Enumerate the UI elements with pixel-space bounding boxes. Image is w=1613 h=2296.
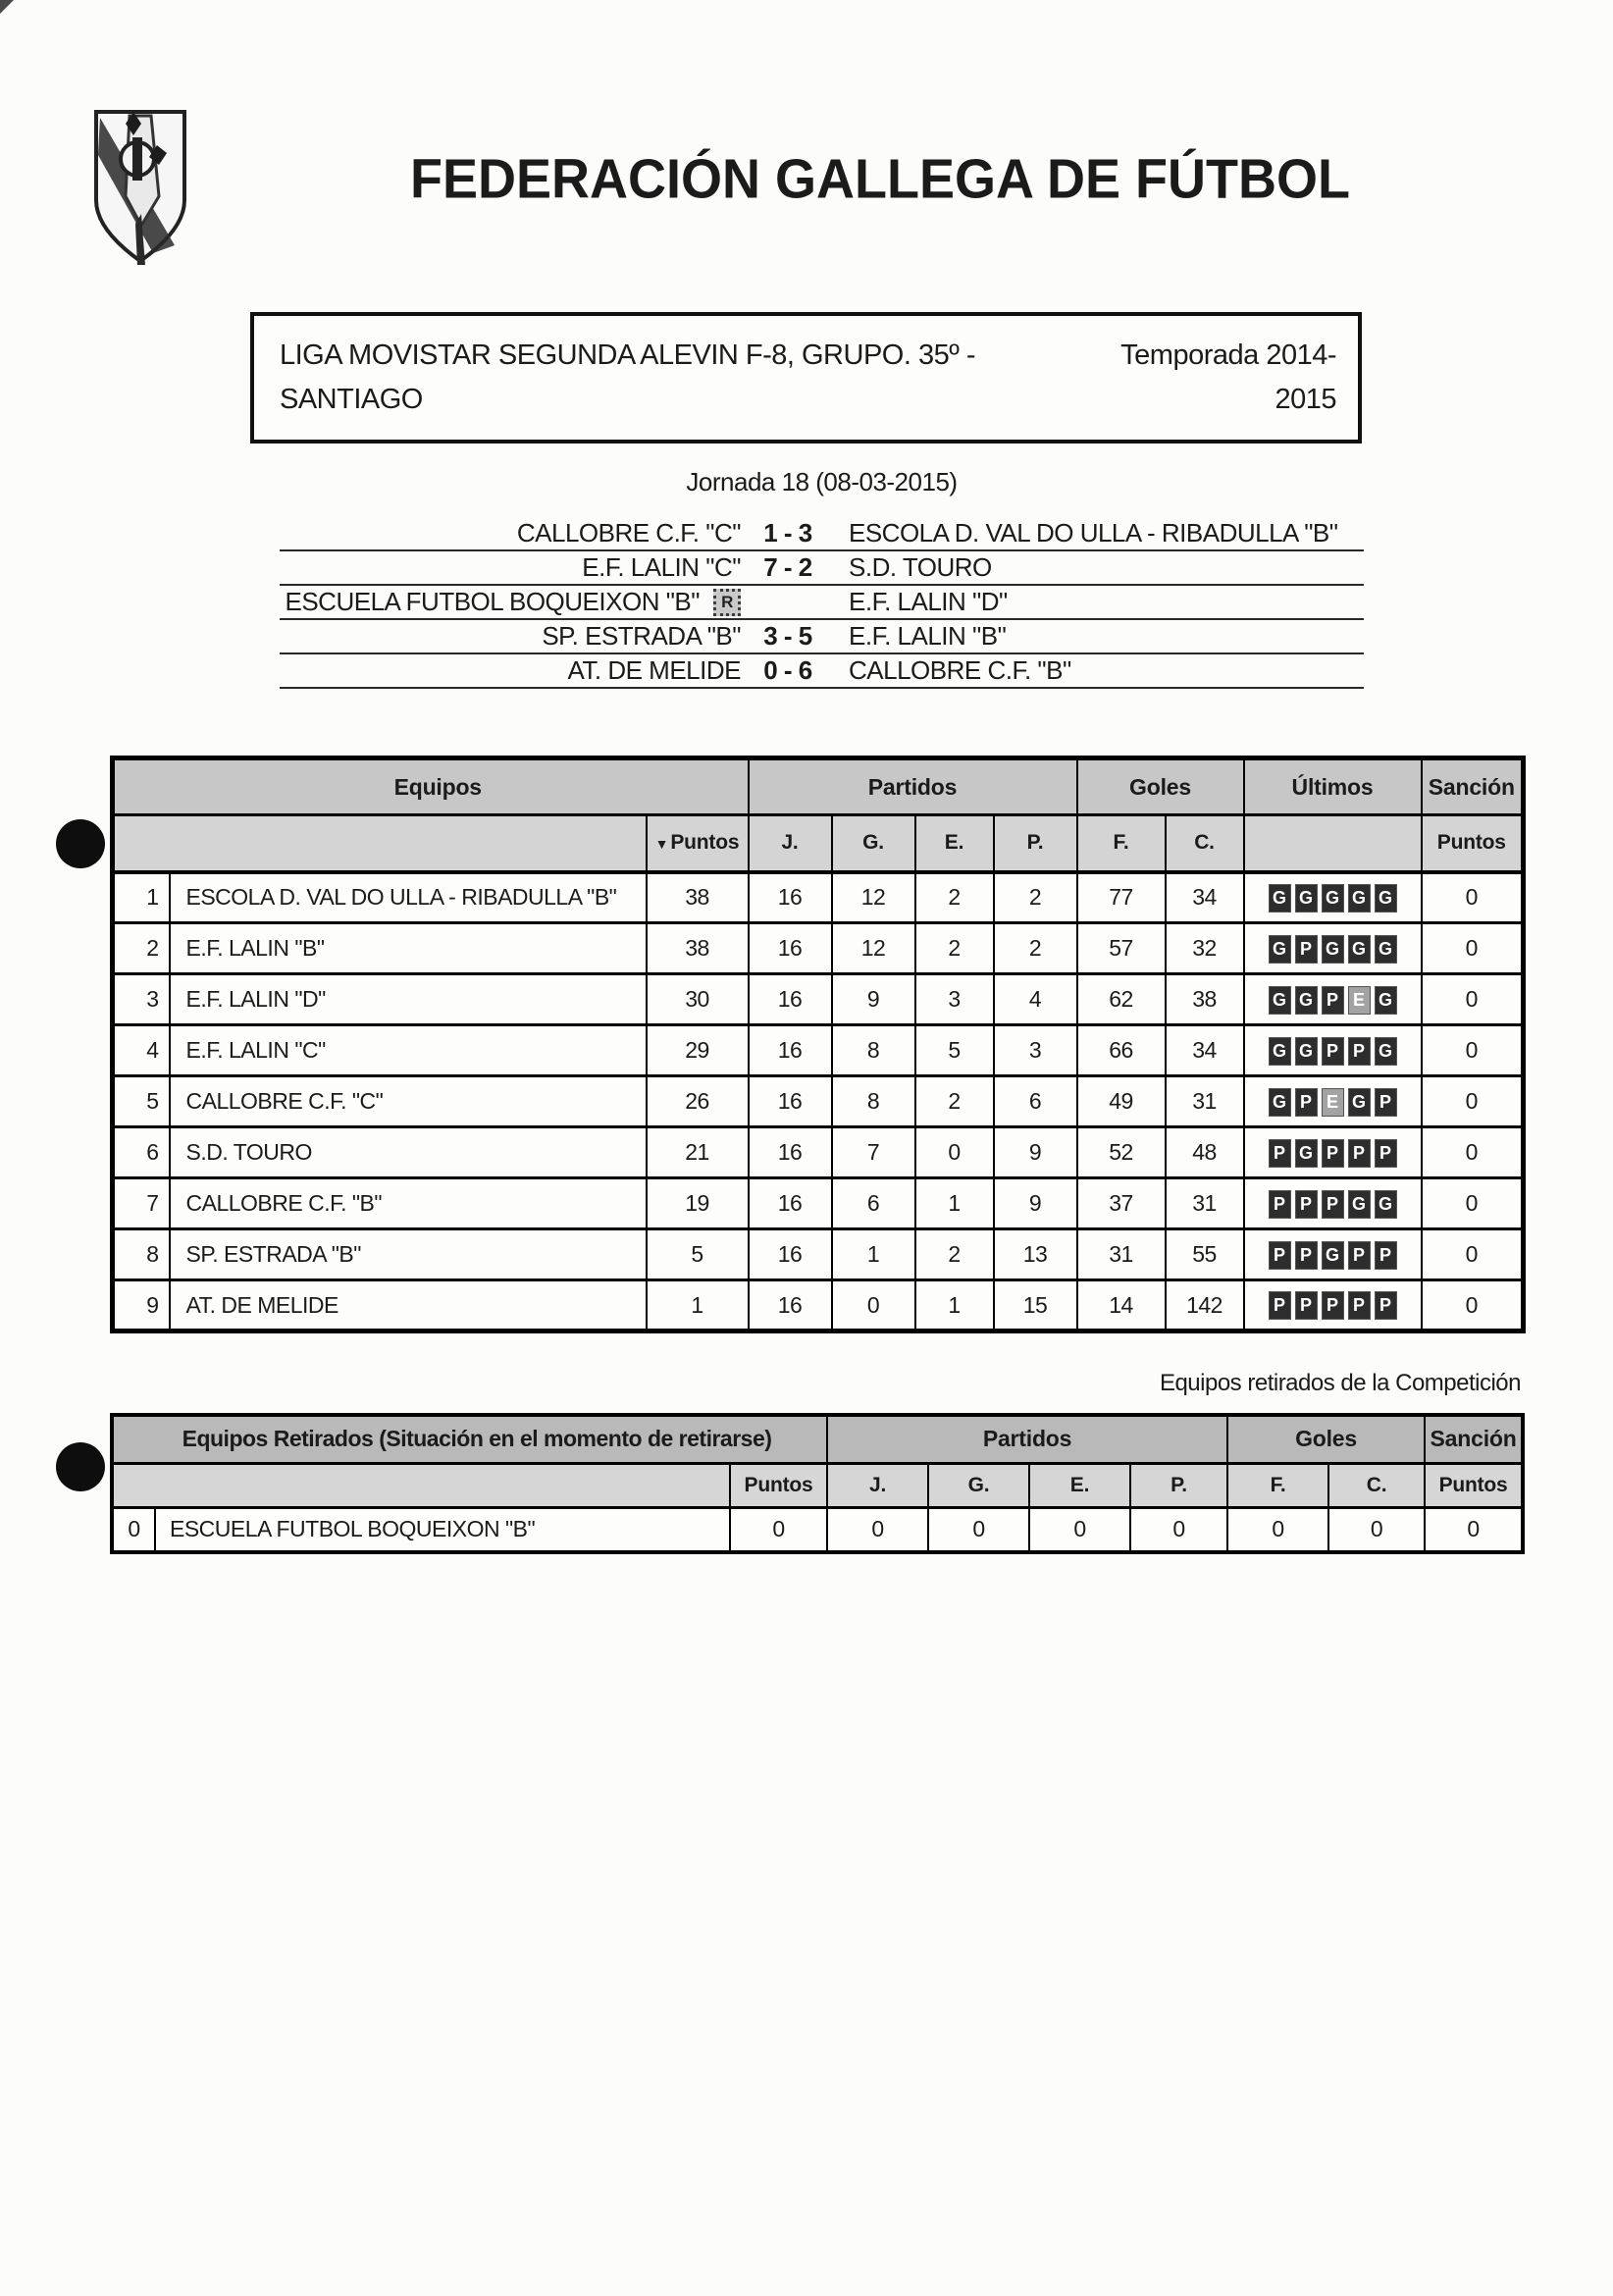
cell-f: 62 bbox=[1077, 974, 1166, 1025]
result-chip-g: G bbox=[1375, 884, 1397, 913]
cell-p: 2 bbox=[994, 923, 1077, 974]
match-row bbox=[280, 620, 1364, 654]
jornada-title: Jornada 18 (08-03-2015) bbox=[686, 467, 958, 496]
result-chip-g: G bbox=[1295, 1139, 1318, 1168]
result-chip-g: G bbox=[1348, 1088, 1371, 1117]
hole-punch bbox=[56, 1442, 105, 1491]
result-chip-g: G bbox=[1269, 1037, 1291, 1066]
table-row bbox=[113, 1280, 1524, 1331]
match-score: 0 - 6 bbox=[763, 655, 812, 685]
cell-p: 0 bbox=[1130, 1507, 1227, 1552]
table-row bbox=[113, 1229, 1524, 1280]
cell-puntos: 38 bbox=[647, 923, 749, 974]
result-chip-p: P bbox=[1295, 1190, 1318, 1219]
table-row bbox=[112, 1507, 1523, 1552]
cell-g: 7 bbox=[832, 1127, 915, 1178]
cell-puntos: 38 bbox=[647, 872, 749, 923]
cell-f: 0 bbox=[1227, 1507, 1328, 1552]
cell-position: 9 bbox=[113, 1280, 170, 1331]
cell-g: 0 bbox=[928, 1507, 1029, 1552]
cell-f: 77 bbox=[1077, 872, 1166, 923]
col-header-favor: F. bbox=[1227, 1463, 1328, 1507]
result-chip-p: P bbox=[1295, 935, 1318, 964]
cell-e: 2 bbox=[915, 923, 994, 974]
result-chip-g: G bbox=[1269, 884, 1291, 913]
col-header-favor: F. bbox=[1077, 815, 1166, 872]
cell-j: 16 bbox=[749, 1280, 832, 1331]
cell-puntos: 0 bbox=[730, 1507, 827, 1552]
cell-p: 6 bbox=[994, 1076, 1077, 1127]
cell-sancion: 0 bbox=[1422, 1280, 1524, 1331]
col-header-empty bbox=[112, 1463, 730, 1507]
result-chip-p: P bbox=[1269, 1190, 1291, 1219]
result-chip-p: P bbox=[1269, 1291, 1291, 1320]
result-chip-e: E bbox=[1348, 986, 1371, 1015]
cell-ultimos bbox=[1244, 1178, 1422, 1229]
cell-sancion: 0 bbox=[1422, 1025, 1524, 1076]
col-header-ultimos-empty bbox=[1244, 815, 1422, 872]
page-title: FEDERACIÓN GALLEGA DE FÚTBOL bbox=[410, 148, 1350, 211]
match-row bbox=[280, 654, 1364, 689]
result-chip-p: P bbox=[1269, 1139, 1291, 1168]
result-chip-g: G bbox=[1375, 1037, 1397, 1066]
cell-e: 2 bbox=[915, 872, 994, 923]
cell-p: 4 bbox=[994, 974, 1077, 1025]
col-group-equipos: Equipos bbox=[113, 758, 749, 815]
cell-j: 16 bbox=[749, 974, 832, 1025]
col-header-empty bbox=[113, 815, 647, 872]
cell-f: 52 bbox=[1077, 1127, 1166, 1178]
cell-sancion: 0 bbox=[1422, 1178, 1524, 1229]
cell-g: 12 bbox=[832, 872, 915, 923]
match-away-team: ESCOLA D. VAL DO ULLA - RIBADULLA "B" bbox=[849, 518, 1338, 548]
cell-e: 2 bbox=[915, 1076, 994, 1127]
col-header-jugados: J. bbox=[827, 1463, 928, 1507]
cell-team-name: E.F. LALIN "C" bbox=[170, 1025, 647, 1076]
result-chip-p: P bbox=[1322, 1037, 1344, 1066]
standings-group-header-row bbox=[113, 758, 1524, 815]
cell-puntos: 30 bbox=[647, 974, 749, 1025]
cell-f: 31 bbox=[1077, 1229, 1166, 1280]
col-group-sancion: Sanción bbox=[1422, 758, 1524, 815]
match-home-team: CALLOBRE C.F. "C" bbox=[516, 518, 741, 548]
cell-e: 1 bbox=[915, 1280, 994, 1331]
retired-result-flag-icon: R bbox=[713, 589, 741, 616]
result-chip-p: P bbox=[1322, 1190, 1344, 1219]
cell-c: 31 bbox=[1166, 1076, 1244, 1127]
cell-c: 55 bbox=[1166, 1229, 1244, 1280]
cell-p: 9 bbox=[994, 1178, 1077, 1229]
cell-c: 0 bbox=[1328, 1507, 1425, 1552]
col-header-contra: C. bbox=[1328, 1463, 1425, 1507]
match-results-list bbox=[280, 517, 1364, 689]
result-chip-g: G bbox=[1322, 884, 1344, 913]
result-chip-p: P bbox=[1348, 1291, 1371, 1320]
cell-team-name: ESCUELA FUTBOL BOQUEIXON "B" bbox=[155, 1507, 730, 1552]
result-chip-p: P bbox=[1295, 1088, 1318, 1117]
cell-j: 16 bbox=[749, 1025, 832, 1076]
match-home-team: E.F. LALIN "C" bbox=[582, 552, 741, 582]
league-name-line2: SANTIAGO bbox=[280, 384, 423, 415]
result-chip-g: G bbox=[1269, 1088, 1291, 1117]
cell-sancion: 0 bbox=[1422, 1076, 1524, 1127]
cell-c: 48 bbox=[1166, 1127, 1244, 1178]
result-chip-p: P bbox=[1322, 1139, 1344, 1168]
match-row bbox=[280, 586, 1364, 620]
col-header-puntos-label: Puntos bbox=[670, 831, 740, 855]
cell-e: 0 bbox=[1029, 1507, 1130, 1552]
cell-sancion: 0 bbox=[1422, 974, 1524, 1025]
cell-p: 13 bbox=[994, 1229, 1077, 1280]
cell-f: 66 bbox=[1077, 1025, 1166, 1076]
cell-position: 7 bbox=[113, 1178, 170, 1229]
match-row bbox=[280, 551, 1364, 586]
match-score: 7 - 2 bbox=[763, 552, 812, 582]
result-chip-p: P bbox=[1322, 1291, 1344, 1320]
result-chip-e: E bbox=[1322, 1088, 1344, 1117]
cell-position: 3 bbox=[113, 974, 170, 1025]
result-chip-g: G bbox=[1348, 884, 1371, 913]
result-chip-g: G bbox=[1295, 884, 1318, 913]
cell-puntos: 5 bbox=[647, 1229, 749, 1280]
season-line2: 2015 bbox=[1275, 384, 1336, 415]
cell-g: 9 bbox=[832, 974, 915, 1025]
result-chip-p: P bbox=[1348, 1037, 1371, 1066]
cell-j: 16 bbox=[749, 923, 832, 974]
cell-c: 142 bbox=[1166, 1280, 1244, 1331]
col-header-empatados: E. bbox=[1029, 1463, 1130, 1507]
cell-p: 2 bbox=[994, 872, 1077, 923]
cell-g: 0 bbox=[832, 1280, 915, 1331]
result-chip-g: G bbox=[1269, 935, 1291, 964]
cell-puntos: 19 bbox=[647, 1178, 749, 1229]
cell-team-name: E.F. LALIN "B" bbox=[170, 923, 647, 974]
match-away-team: E.F. LALIN "D" bbox=[849, 587, 1008, 616]
col-group-sancion: Sanción bbox=[1425, 1415, 1523, 1463]
result-chip-p: P bbox=[1375, 1088, 1397, 1117]
cell-team-name: E.F. LALIN "D" bbox=[170, 974, 647, 1025]
col-header-ganados: G. bbox=[928, 1463, 1029, 1507]
cell-team-name: AT. DE MELIDE bbox=[170, 1280, 647, 1331]
cell-position: 6 bbox=[113, 1127, 170, 1178]
cell-ultimos bbox=[1244, 923, 1422, 974]
cell-f: 14 bbox=[1077, 1280, 1166, 1331]
cell-g: 1 bbox=[832, 1229, 915, 1280]
col-header-empatados: E. bbox=[915, 815, 994, 872]
cell-p: 3 bbox=[994, 1025, 1077, 1076]
table-row bbox=[113, 1025, 1524, 1076]
league-info-box bbox=[250, 312, 1362, 444]
cell-ultimos bbox=[1244, 1280, 1422, 1331]
standings-table bbox=[110, 756, 1526, 1333]
cell-sancion: 0 bbox=[1422, 872, 1524, 923]
cell-e: 2 bbox=[915, 1229, 994, 1280]
league-name bbox=[280, 334, 1025, 422]
league-name-line1: LIGA MOVISTAR SEGUNDA ALEVIN F-8, GRUPO. 35º - bbox=[280, 339, 976, 371]
cell-team-name: ESCOLA D. VAL DO ULLA - RIBADULLA "B" bbox=[170, 872, 647, 923]
match-away-team: S.D. TOURO bbox=[849, 552, 992, 582]
col-group-ultimos: Últimos bbox=[1244, 758, 1422, 815]
result-chip-g: G bbox=[1375, 935, 1397, 964]
cell-e: 3 bbox=[915, 974, 994, 1025]
table-row bbox=[113, 1127, 1524, 1178]
cell-sancion: 0 bbox=[1422, 1229, 1524, 1280]
col-header-contra: C. bbox=[1166, 815, 1244, 872]
cell-j: 16 bbox=[749, 872, 832, 923]
cell-g: 6 bbox=[832, 1178, 915, 1229]
col-header-sancion-puntos: Puntos bbox=[1425, 1463, 1523, 1507]
cell-e: 0 bbox=[915, 1127, 994, 1178]
cell-sancion: 0 bbox=[1425, 1507, 1523, 1552]
cell-ultimos bbox=[1244, 1127, 1422, 1178]
cell-ultimos bbox=[1244, 872, 1422, 923]
match-home-team: SP. ESTRADA "B" bbox=[542, 621, 741, 651]
col-group-partidos: Partidos bbox=[827, 1415, 1227, 1463]
result-chip-g: G bbox=[1269, 986, 1291, 1015]
cell-g: 8 bbox=[832, 1025, 915, 1076]
result-chip-g: G bbox=[1375, 986, 1397, 1015]
result-chip-p: P bbox=[1295, 1291, 1318, 1320]
cell-position: 1 bbox=[113, 872, 170, 923]
cell-j: 0 bbox=[827, 1507, 928, 1552]
cell-c: 31 bbox=[1166, 1178, 1244, 1229]
cell-position: 2 bbox=[113, 923, 170, 974]
col-group-partidos: Partidos bbox=[749, 758, 1077, 815]
cell-j: 16 bbox=[749, 1229, 832, 1280]
cell-f: 57 bbox=[1077, 923, 1166, 974]
result-chip-p: P bbox=[1269, 1241, 1291, 1270]
cell-c: 34 bbox=[1166, 872, 1244, 923]
result-chip-g: G bbox=[1348, 1190, 1371, 1219]
cell-position: 4 bbox=[113, 1025, 170, 1076]
cell-p: 15 bbox=[994, 1280, 1077, 1331]
match-home-team: ESCUELA FUTBOL BOQUEIXON "B" R bbox=[280, 587, 741, 617]
match-home-team: AT. DE MELIDE bbox=[567, 655, 741, 685]
col-header-sancion-puntos: Puntos bbox=[1422, 815, 1524, 872]
cell-team-name: CALLOBRE C.F. "B" bbox=[170, 1178, 647, 1229]
cell-ultimos bbox=[1244, 1229, 1422, 1280]
cell-c: 32 bbox=[1166, 923, 1244, 974]
cell-puntos: 21 bbox=[647, 1127, 749, 1178]
table-row bbox=[113, 974, 1524, 1025]
col-group-goles: Goles bbox=[1227, 1415, 1425, 1463]
season-label bbox=[1042, 334, 1336, 422]
table-row bbox=[113, 872, 1524, 923]
cell-e: 5 bbox=[915, 1025, 994, 1076]
match-row bbox=[280, 517, 1364, 551]
col-header-puntos: Puntos bbox=[730, 1463, 827, 1507]
result-chip-p: P bbox=[1348, 1241, 1371, 1270]
match-away-team: CALLOBRE C.F. "B" bbox=[849, 655, 1071, 685]
retired-sub-header-row bbox=[112, 1463, 1523, 1507]
cell-puntos: 1 bbox=[647, 1280, 749, 1331]
match-score: 1 - 3 bbox=[763, 518, 812, 548]
cell-team-name: S.D. TOURO bbox=[170, 1127, 647, 1178]
cell-position: 5 bbox=[113, 1076, 170, 1127]
season-line1: Temporada 2014- bbox=[1120, 339, 1336, 371]
cell-position: 0 bbox=[112, 1507, 155, 1552]
result-chip-g: G bbox=[1295, 1037, 1318, 1066]
result-chip-g: G bbox=[1322, 935, 1344, 964]
result-chip-p: P bbox=[1348, 1139, 1371, 1168]
cell-team-name: CALLOBRE C.F. "C" bbox=[170, 1076, 647, 1127]
cell-f: 49 bbox=[1077, 1076, 1166, 1127]
table-row bbox=[113, 923, 1524, 974]
table-row bbox=[113, 1076, 1524, 1127]
result-chip-p: P bbox=[1375, 1291, 1397, 1320]
col-header-ganados: G. bbox=[832, 815, 915, 872]
cell-j: 16 bbox=[749, 1076, 832, 1127]
cell-ultimos bbox=[1244, 1076, 1422, 1127]
cell-sancion: 0 bbox=[1422, 923, 1524, 974]
cell-puntos: 29 bbox=[647, 1025, 749, 1076]
cell-f: 37 bbox=[1077, 1178, 1166, 1229]
cell-j: 16 bbox=[749, 1178, 832, 1229]
cell-j: 16 bbox=[749, 1127, 832, 1178]
federation-crest-logo bbox=[90, 108, 190, 272]
col-header-perdidos: P. bbox=[994, 815, 1077, 872]
result-chip-g: G bbox=[1375, 1190, 1397, 1219]
retired-teams-caption: Equipos retirados de la Competición bbox=[1159, 1370, 1521, 1396]
cell-ultimos bbox=[1244, 1025, 1422, 1076]
retired-teams-table bbox=[110, 1413, 1525, 1554]
result-chip-p: P bbox=[1322, 986, 1344, 1015]
col-group-goles: Goles bbox=[1077, 758, 1244, 815]
cell-c: 38 bbox=[1166, 974, 1244, 1025]
match-away-team: E.F. LALIN "B" bbox=[849, 621, 1007, 651]
result-chip-g: G bbox=[1322, 1241, 1344, 1270]
cell-g: 8 bbox=[832, 1076, 915, 1127]
result-chip-p: P bbox=[1375, 1241, 1397, 1270]
cell-ultimos bbox=[1244, 974, 1422, 1025]
col-group-equipos-retirados: Equipos Retirados (Situación en el momento de retirarse) bbox=[112, 1415, 827, 1463]
hole-punch bbox=[56, 819, 105, 868]
result-chip-g: G bbox=[1295, 986, 1318, 1015]
result-chip-g: G bbox=[1348, 935, 1371, 964]
match-score: 3 - 5 bbox=[763, 621, 812, 651]
cell-position: 8 bbox=[113, 1229, 170, 1280]
cell-c: 34 bbox=[1166, 1025, 1244, 1076]
cell-sancion: 0 bbox=[1422, 1127, 1524, 1178]
scan-corner-artifact bbox=[0, 0, 14, 14]
col-header-puntos-sorted[interactable] bbox=[647, 815, 749, 872]
standings-sub-header-row bbox=[113, 815, 1524, 872]
result-chip-p: P bbox=[1295, 1241, 1318, 1270]
col-header-jugados: J. bbox=[749, 815, 832, 872]
result-chip-p: P bbox=[1375, 1139, 1397, 1168]
cell-puntos: 26 bbox=[647, 1076, 749, 1127]
cell-team-name: SP. ESTRADA "B" bbox=[170, 1229, 647, 1280]
cell-e: 1 bbox=[915, 1178, 994, 1229]
sort-descending-icon: ▼ bbox=[654, 835, 669, 852]
cell-p: 9 bbox=[994, 1127, 1077, 1178]
table-row bbox=[113, 1178, 1524, 1229]
col-header-perdidos: P. bbox=[1130, 1463, 1227, 1507]
cell-g: 12 bbox=[832, 923, 915, 974]
retired-group-header-row bbox=[112, 1415, 1523, 1463]
